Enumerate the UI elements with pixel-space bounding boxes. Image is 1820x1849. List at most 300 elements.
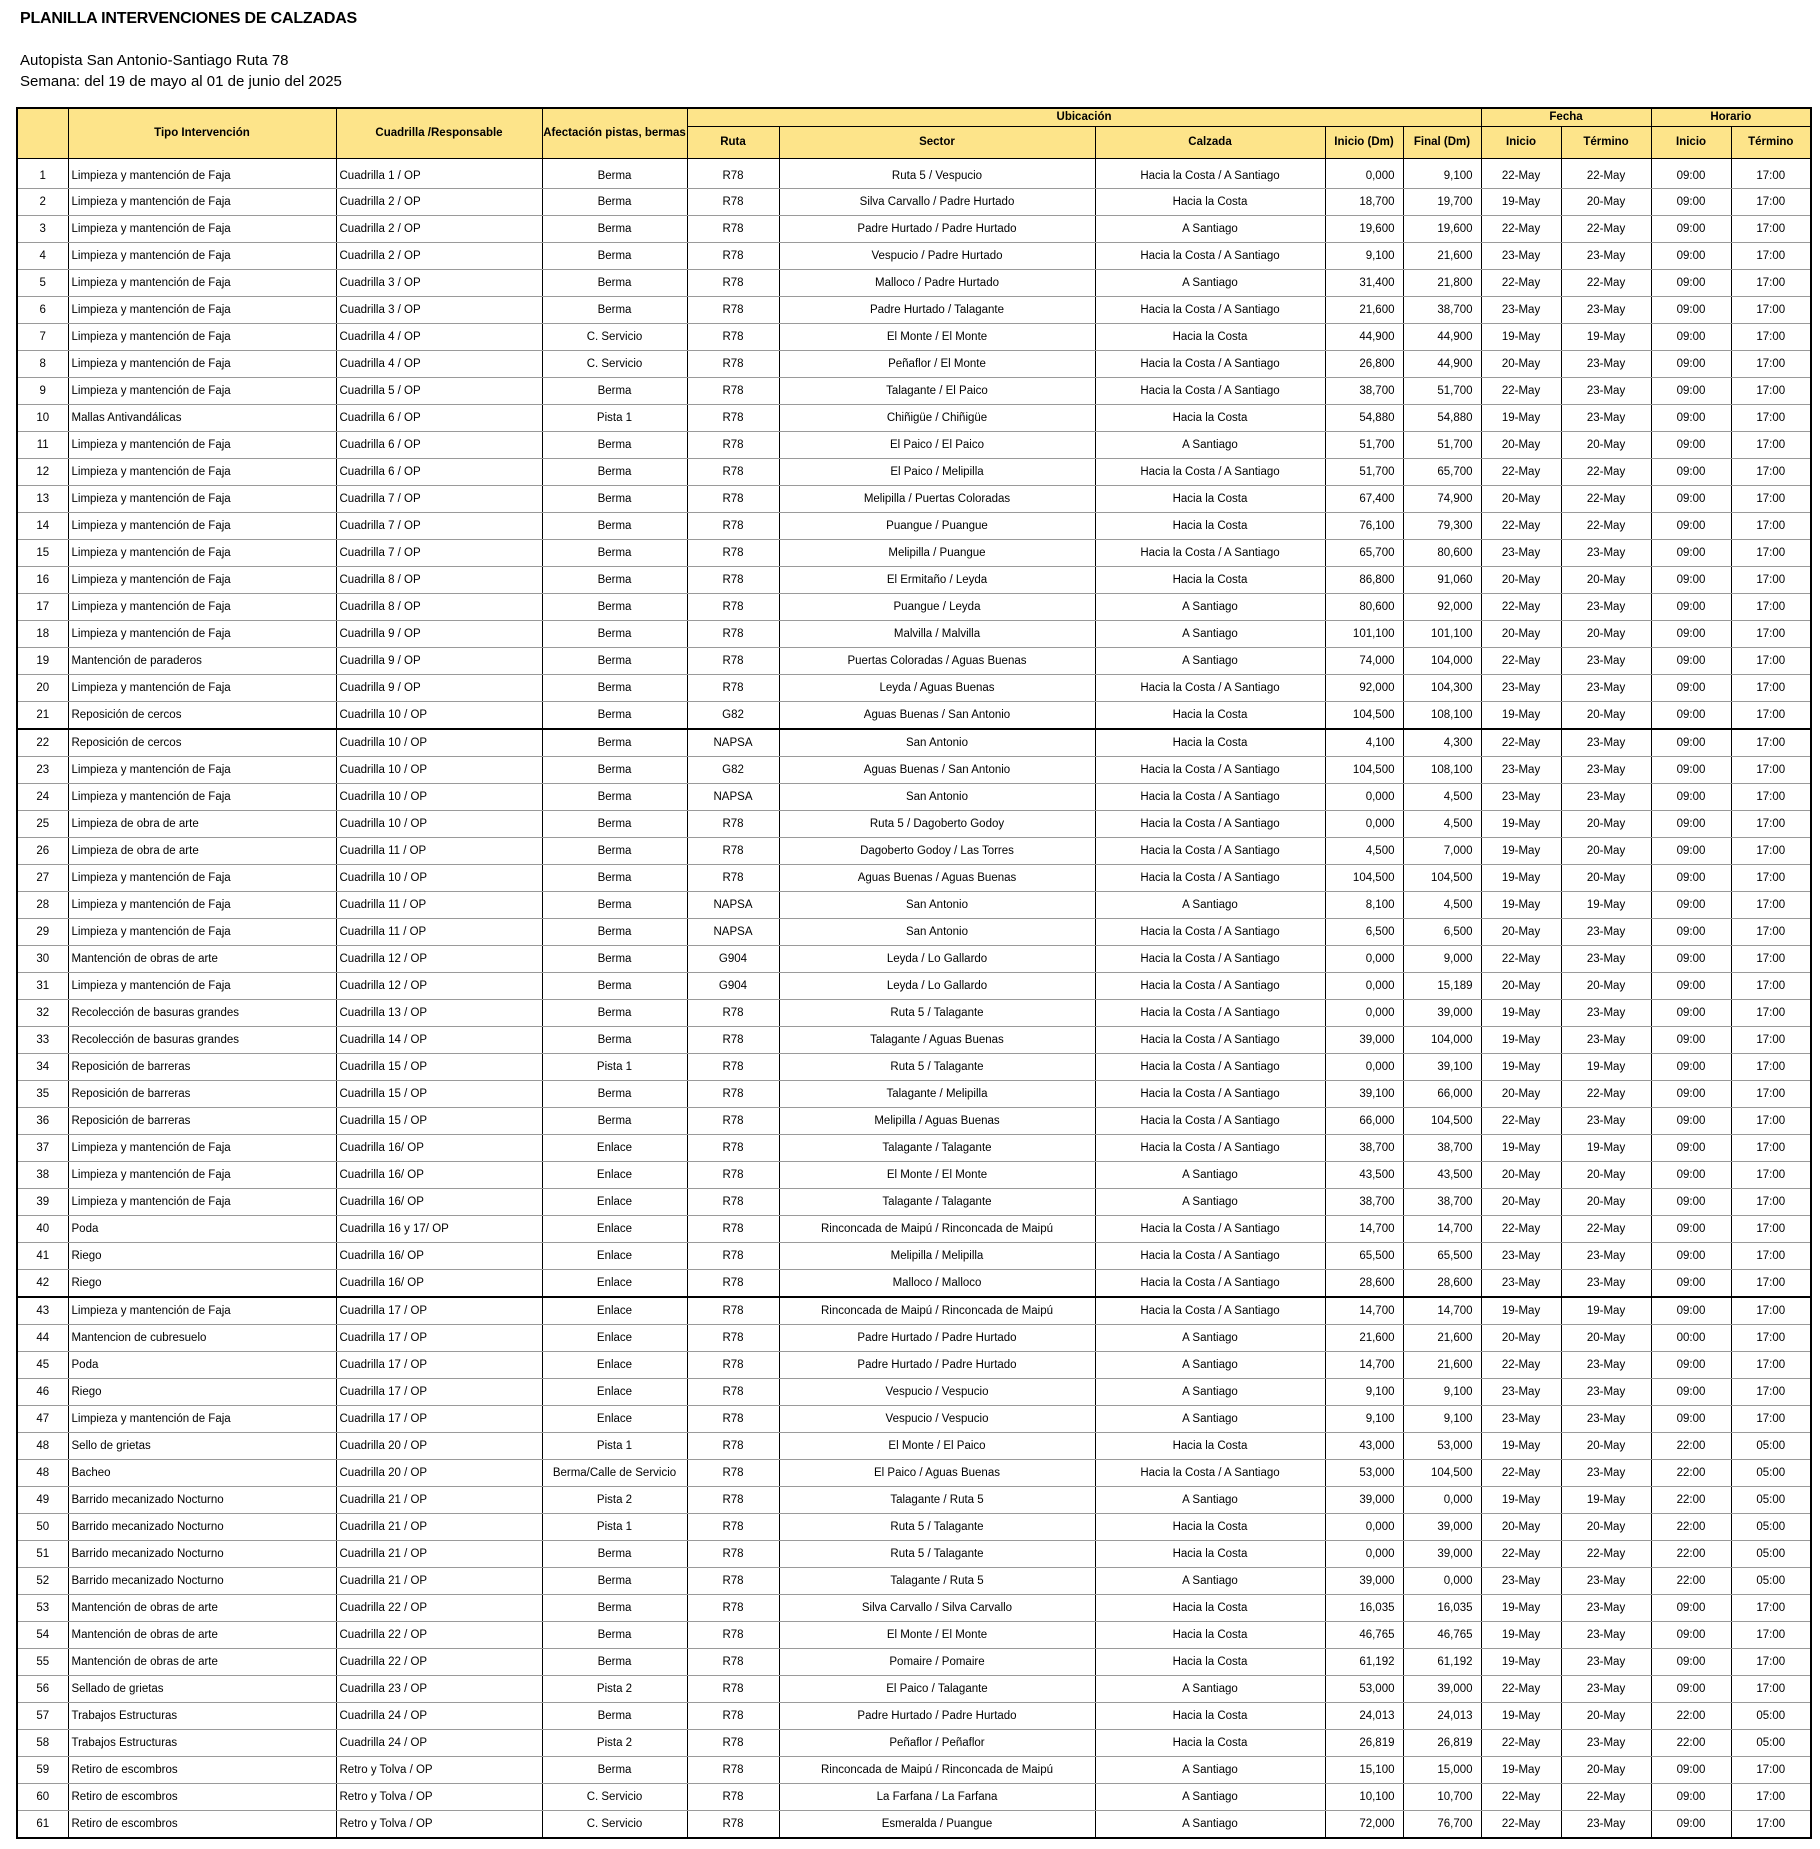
cell-inicio-dm: 44,900	[1325, 324, 1403, 351]
cell-fecha-termino: 19-May	[1561, 1487, 1651, 1514]
cell-cuadrilla: Cuadrilla 20 / OP	[336, 1433, 542, 1460]
cell-inicio-dm: 92,000	[1325, 675, 1403, 702]
cell-calzada: Hacia la Costa / A Santiago	[1095, 297, 1325, 324]
cell-tipo-intervencion: Reposición de cercos	[68, 729, 336, 757]
table-row	[17, 1108, 1811, 1135]
cell-tipo-intervencion: Mantención de obras de arte	[68, 1622, 336, 1649]
cell-hora-termino: 05:00	[1731, 1568, 1811, 1595]
table-row	[17, 324, 1811, 351]
cell-row-number: 28	[17, 892, 68, 919]
cell-ruta: R78	[687, 1568, 779, 1595]
cell-sector: Puangue / Leyda	[779, 594, 1095, 621]
cell-sector: San Antonio	[779, 919, 1095, 946]
table-row	[17, 567, 1811, 594]
cell-cuadrilla: Cuadrilla 6 / OP	[336, 405, 542, 432]
cell-hora-termino: 17:00	[1731, 297, 1811, 324]
cell-ruta: R78	[687, 865, 779, 892]
cell-afectacion: Berma	[542, 1595, 687, 1622]
cell-calzada: Hacia la Costa / A Santiago	[1095, 243, 1325, 270]
table-row	[17, 811, 1811, 838]
cell-fecha-inicio: 19-May	[1481, 1487, 1561, 1514]
cell-afectacion: Enlace	[542, 1270, 687, 1298]
cell-hora-termino: 17:00	[1731, 892, 1811, 919]
table-row	[17, 1541, 1811, 1568]
cell-tipo-intervencion: Limpieza y mantención de Faja	[68, 513, 336, 540]
cell-row-number: 57	[17, 1703, 68, 1730]
cell-sector: El Paico / Talagante	[779, 1676, 1095, 1703]
cell-sector: Pomaire / Pomaire	[779, 1649, 1095, 1676]
cell-ruta: R78	[687, 1297, 779, 1325]
cell-sector: El Monte / El Monte	[779, 324, 1095, 351]
cell-row-number: 39	[17, 1189, 68, 1216]
cell-tipo-intervencion: Limpieza y mantención de Faja	[68, 892, 336, 919]
cell-ruta: R78	[687, 594, 779, 621]
cell-row-number: 44	[17, 1325, 68, 1352]
cell-sector: Talagante / Ruta 5	[779, 1487, 1095, 1514]
cell-hora-inicio: 09:00	[1651, 757, 1731, 784]
cell-hora-inicio: 09:00	[1651, 811, 1731, 838]
cell-tipo-intervencion: Limpieza y mantención de Faja	[68, 243, 336, 270]
cell-tipo-intervencion: Reposición de cercos	[68, 702, 336, 730]
cell-afectacion: Berma	[542, 567, 687, 594]
table-row	[17, 1162, 1811, 1189]
cell-inicio-dm: 38,700	[1325, 1135, 1403, 1162]
cell-cuadrilla: Cuadrilla 16/ OP	[336, 1243, 542, 1270]
cell-ruta: R78	[687, 1406, 779, 1433]
cell-cuadrilla: Cuadrilla 7 / OP	[336, 513, 542, 540]
cell-fecha-inicio: 19-May	[1481, 1297, 1561, 1325]
cell-tipo-intervencion: Trabajos Estructuras	[68, 1730, 336, 1757]
table-row	[17, 513, 1811, 540]
cell-tipo-intervencion: Limpieza de obra de arte	[68, 838, 336, 865]
cell-sector: Talagante / El Paico	[779, 378, 1095, 405]
cell-afectacion: C. Servicio	[542, 1811, 687, 1839]
cell-row-number: 36	[17, 1108, 68, 1135]
table-row	[17, 973, 1811, 1000]
cell-row-number: 10	[17, 405, 68, 432]
cell-calzada: Hacia la Costa	[1095, 1433, 1325, 1460]
cell-ruta: R78	[687, 1676, 779, 1703]
cell-fecha-termino: 20-May	[1561, 1189, 1651, 1216]
cell-hora-inicio: 00:00	[1651, 1325, 1731, 1352]
cell-ruta: R78	[687, 1460, 779, 1487]
cell-tipo-intervencion: Riego	[68, 1379, 336, 1406]
cell-tipo-intervencion: Riego	[68, 1270, 336, 1298]
cell-ruta: R78	[687, 1027, 779, 1054]
cell-calzada: Hacia la Costa / A Santiago	[1095, 351, 1325, 378]
cell-row-number: 20	[17, 675, 68, 702]
cell-tipo-intervencion: Limpieza y mantención de Faja	[68, 486, 336, 513]
cell-fecha-inicio: 22-May	[1481, 378, 1561, 405]
cell-cuadrilla: Cuadrilla 4 / OP	[336, 351, 542, 378]
cell-inicio-dm: 65,700	[1325, 540, 1403, 567]
cell-fecha-termino: 20-May	[1561, 189, 1651, 216]
cell-hora-termino: 17:00	[1731, 838, 1811, 865]
cell-row-number: 46	[17, 1379, 68, 1406]
cell-final-dm: 65,700	[1403, 459, 1481, 486]
cell-hora-termino: 17:00	[1731, 1243, 1811, 1270]
cell-afectacion: Pista 1	[542, 1054, 687, 1081]
table-row	[17, 1757, 1811, 1784]
cell-inicio-dm: 0,000	[1325, 946, 1403, 973]
cell-cuadrilla: Cuadrilla 9 / OP	[336, 675, 542, 702]
cell-inicio-dm: 26,800	[1325, 351, 1403, 378]
cell-sector: Malvilla / Malvilla	[779, 621, 1095, 648]
cell-ruta: R78	[687, 1730, 779, 1757]
cell-fecha-termino: 20-May	[1561, 1514, 1651, 1541]
cell-cuadrilla: Cuadrilla 7 / OP	[336, 540, 542, 567]
cell-afectacion: Berma	[542, 1108, 687, 1135]
cell-cuadrilla: Cuadrilla 16/ OP	[336, 1270, 542, 1298]
cell-tipo-intervencion: Limpieza y mantención de Faja	[68, 378, 336, 405]
cell-hora-inicio: 09:00	[1651, 1649, 1731, 1676]
cell-fecha-inicio: 19-May	[1481, 189, 1561, 216]
cell-calzada: A Santiago	[1095, 594, 1325, 621]
cell-row-number: 31	[17, 973, 68, 1000]
cell-sector: Ruta 5 / Vespucio	[779, 159, 1095, 189]
cell-inicio-dm: 9,100	[1325, 243, 1403, 270]
cell-final-dm: 15,189	[1403, 973, 1481, 1000]
cell-row-number: 13	[17, 486, 68, 513]
cell-hora-termino: 17:00	[1731, 243, 1811, 270]
cell-fecha-inicio: 22-May	[1481, 1811, 1561, 1839]
cell-calzada: A Santiago	[1095, 1568, 1325, 1595]
cell-hora-inicio: 09:00	[1651, 973, 1731, 1000]
cell-fecha-termino: 23-May	[1561, 1000, 1651, 1027]
cell-hora-termino: 17:00	[1731, 405, 1811, 432]
cell-fecha-inicio: 22-May	[1481, 946, 1561, 973]
cell-calzada: A Santiago	[1095, 432, 1325, 459]
cell-ruta: R78	[687, 1811, 779, 1839]
cell-cuadrilla: Retro y Tolva / OP	[336, 1811, 542, 1839]
cell-fecha-termino: 23-May	[1561, 1352, 1651, 1379]
cell-sector: Aguas Buenas / Aguas Buenas	[779, 865, 1095, 892]
cell-afectacion: Enlace	[542, 1406, 687, 1433]
cell-cuadrilla: Cuadrilla 21 / OP	[336, 1514, 542, 1541]
cell-hora-inicio: 09:00	[1651, 621, 1731, 648]
cell-ruta: G904	[687, 946, 779, 973]
cell-fecha-inicio: 19-May	[1481, 838, 1561, 865]
cell-tipo-intervencion: Riego	[68, 1243, 336, 1270]
cell-cuadrilla: Cuadrilla 23 / OP	[336, 1676, 542, 1703]
cell-afectacion: Berma	[542, 1081, 687, 1108]
cell-hora-inicio: 09:00	[1651, 1406, 1731, 1433]
cell-inicio-dm: 54,880	[1325, 405, 1403, 432]
cell-fecha-inicio: 23-May	[1481, 1379, 1561, 1406]
cell-calzada: Hacia la Costa	[1095, 729, 1325, 757]
cell-hora-inicio: 09:00	[1651, 729, 1731, 757]
cell-fecha-inicio: 19-May	[1481, 1595, 1561, 1622]
cell-hora-termino: 17:00	[1731, 1054, 1811, 1081]
cell-row-number: 11	[17, 432, 68, 459]
cell-inicio-dm: 101,100	[1325, 621, 1403, 648]
cell-calzada: A Santiago	[1095, 621, 1325, 648]
cell-fecha-inicio: 22-May	[1481, 1541, 1561, 1568]
cell-hora-termino: 17:00	[1731, 621, 1811, 648]
cell-final-dm: 51,700	[1403, 432, 1481, 459]
cell-tipo-intervencion: Barrido mecanizado Nocturno	[68, 1568, 336, 1595]
cell-sector: Peñaflor / El Monte	[779, 351, 1095, 378]
cell-calzada: Hacia la Costa / A Santiago	[1095, 1027, 1325, 1054]
cell-final-dm: 14,700	[1403, 1216, 1481, 1243]
cell-ruta: R78	[687, 1487, 779, 1514]
cell-fecha-termino: 20-May	[1561, 865, 1651, 892]
cell-final-dm: 21,600	[1403, 1352, 1481, 1379]
cell-row-number: 48	[17, 1460, 68, 1487]
header-hora-inicio: Inicio	[1651, 127, 1731, 159]
cell-row-number: 30	[17, 946, 68, 973]
cell-hora-termino: 17:00	[1731, 1595, 1811, 1622]
cell-inicio-dm: 6,500	[1325, 919, 1403, 946]
header-ruta: Ruta	[687, 127, 779, 159]
cell-final-dm: 14,700	[1403, 1297, 1481, 1325]
cell-afectacion: C. Servicio	[542, 351, 687, 378]
cell-sector: Aguas Buenas / San Antonio	[779, 757, 1095, 784]
cell-inicio-dm: 14,700	[1325, 1297, 1403, 1325]
cell-cuadrilla: Cuadrilla 1 / OP	[336, 159, 542, 189]
cell-tipo-intervencion: Mallas Antivandálicas	[68, 405, 336, 432]
cell-sector: San Antonio	[779, 784, 1095, 811]
cell-inicio-dm: 0,000	[1325, 1054, 1403, 1081]
cell-fecha-inicio: 19-May	[1481, 1135, 1561, 1162]
cell-hora-termino: 17:00	[1731, 459, 1811, 486]
table-row	[17, 1135, 1811, 1162]
cell-fecha-termino: 20-May	[1561, 1325, 1651, 1352]
cell-calzada: Hacia la Costa / A Santiago	[1095, 1243, 1325, 1270]
cell-fecha-inicio: 23-May	[1481, 540, 1561, 567]
cell-final-dm: 4,300	[1403, 729, 1481, 757]
cell-ruta: R78	[687, 1541, 779, 1568]
cell-afectacion: Enlace	[542, 1379, 687, 1406]
cell-tipo-intervencion: Limpieza y mantención de Faja	[68, 432, 336, 459]
cell-tipo-intervencion: Mantención de paraderos	[68, 648, 336, 675]
interventions-table	[16, 107, 1812, 1839]
cell-cuadrilla: Cuadrilla 15 / OP	[336, 1081, 542, 1108]
cell-hora-termino: 17:00	[1731, 919, 1811, 946]
header-fecha-termino: Término	[1561, 127, 1651, 159]
table-row	[17, 757, 1811, 784]
cell-calzada: A Santiago	[1095, 648, 1325, 675]
cell-inicio-dm: 0,000	[1325, 159, 1403, 189]
cell-ruta: R78	[687, 621, 779, 648]
cell-calzada: Hacia la Costa / A Santiago	[1095, 1054, 1325, 1081]
cell-hora-termino: 17:00	[1731, 189, 1811, 216]
cell-fecha-inicio: 20-May	[1481, 351, 1561, 378]
cell-hora-termino: 17:00	[1731, 702, 1811, 730]
cell-afectacion: Berma	[542, 378, 687, 405]
cell-fecha-inicio: 22-May	[1481, 159, 1561, 189]
cell-fecha-inicio: 19-May	[1481, 702, 1561, 730]
cell-fecha-termino: 22-May	[1561, 513, 1651, 540]
table-row	[17, 486, 1811, 513]
cell-fecha-inicio: 23-May	[1481, 1406, 1561, 1433]
cell-hora-inicio: 09:00	[1651, 1027, 1731, 1054]
cell-inicio-dm: 38,700	[1325, 378, 1403, 405]
cell-ruta: NAPSA	[687, 784, 779, 811]
cell-sector: Padre Hurtado / Padre Hurtado	[779, 216, 1095, 243]
cell-sector: Padre Hurtado / Talagante	[779, 297, 1095, 324]
cell-fecha-inicio: 19-May	[1481, 324, 1561, 351]
header-final-dm: Final (Dm)	[1403, 127, 1481, 159]
cell-cuadrilla: Cuadrilla 3 / OP	[336, 297, 542, 324]
cell-inicio-dm: 15,100	[1325, 1757, 1403, 1784]
header-fecha: Fecha	[1481, 108, 1651, 127]
cell-ruta: R78	[687, 540, 779, 567]
cell-afectacion: Berma	[542, 1622, 687, 1649]
cell-afectacion: Berma	[542, 432, 687, 459]
cell-hora-termino: 17:00	[1731, 1297, 1811, 1325]
cell-sector: Rinconcada de Maipú / Rinconcada de Maipú	[779, 1757, 1095, 1784]
cell-row-number: 18	[17, 621, 68, 648]
cell-ruta: R78	[687, 216, 779, 243]
cell-fecha-termino: 22-May	[1561, 1081, 1651, 1108]
cell-hora-inicio: 09:00	[1651, 648, 1731, 675]
cell-ruta: R78	[687, 1757, 779, 1784]
cell-row-number: 43	[17, 1297, 68, 1325]
table-row	[17, 351, 1811, 378]
cell-tipo-intervencion: Recolección de basuras grandes	[68, 1027, 336, 1054]
cell-inicio-dm: 39,000	[1325, 1027, 1403, 1054]
cell-hora-inicio: 09:00	[1651, 189, 1731, 216]
cell-ruta: R78	[687, 159, 779, 189]
cell-inicio-dm: 76,100	[1325, 513, 1403, 540]
cell-tipo-intervencion: Limpieza y mantención de Faja	[68, 1406, 336, 1433]
cell-hora-inicio: 09:00	[1651, 702, 1731, 730]
table-row	[17, 243, 1811, 270]
cell-sector: Ruta 5 / Talagante	[779, 1054, 1095, 1081]
cell-tipo-intervencion: Limpieza y mantención de Faja	[68, 1189, 336, 1216]
cell-cuadrilla: Cuadrilla 2 / OP	[336, 243, 542, 270]
table-row	[17, 1243, 1811, 1270]
cell-hora-termino: 17:00	[1731, 1784, 1811, 1811]
cell-cuadrilla: Retro y Tolva / OP	[336, 1757, 542, 1784]
cell-final-dm: 44,900	[1403, 324, 1481, 351]
cell-hora-termino: 17:00	[1731, 486, 1811, 513]
cell-row-number: 25	[17, 811, 68, 838]
cell-sector: Talagante / Melipilla	[779, 1081, 1095, 1108]
cell-fecha-termino: 19-May	[1561, 324, 1651, 351]
cell-sector: Puertas Coloradas / Aguas Buenas	[779, 648, 1095, 675]
cell-cuadrilla: Cuadrilla 14 / OP	[336, 1027, 542, 1054]
cell-tipo-intervencion: Limpieza y mantención de Faja	[68, 216, 336, 243]
cell-inicio-dm: 0,000	[1325, 1541, 1403, 1568]
cell-final-dm: 26,819	[1403, 1730, 1481, 1757]
cell-afectacion: Pista 2	[542, 1487, 687, 1514]
cell-final-dm: 91,060	[1403, 567, 1481, 594]
cell-inicio-dm: 10,100	[1325, 1784, 1403, 1811]
cell-cuadrilla: Cuadrilla 17 / OP	[336, 1325, 542, 1352]
cell-final-dm: 39,000	[1403, 1541, 1481, 1568]
cell-cuadrilla: Cuadrilla 11 / OP	[336, 892, 542, 919]
cell-hora-termino: 17:00	[1731, 811, 1811, 838]
cell-afectacion: Berma	[542, 1027, 687, 1054]
cell-hora-inicio: 09:00	[1651, 946, 1731, 973]
cell-final-dm: 44,900	[1403, 351, 1481, 378]
cell-final-dm: 16,035	[1403, 1595, 1481, 1622]
cell-final-dm: 92,000	[1403, 594, 1481, 621]
cell-tipo-intervencion: Limpieza y mantención de Faja	[68, 757, 336, 784]
cell-inicio-dm: 4,100	[1325, 729, 1403, 757]
table-row	[17, 838, 1811, 865]
table-row	[17, 378, 1811, 405]
cell-ruta: NAPSA	[687, 919, 779, 946]
cell-fecha-termino: 23-May	[1561, 405, 1651, 432]
cell-fecha-inicio: 20-May	[1481, 621, 1561, 648]
cell-calzada: A Santiago	[1095, 892, 1325, 919]
cell-fecha-termino: 20-May	[1561, 838, 1651, 865]
cell-calzada: Hacia la Costa	[1095, 1703, 1325, 1730]
cell-row-number: 12	[17, 459, 68, 486]
header-fecha-inicio: Inicio	[1481, 127, 1561, 159]
cell-hora-termino: 17:00	[1731, 1352, 1811, 1379]
cell-hora-termino: 17:00	[1731, 1270, 1811, 1298]
cell-ruta: R78	[687, 1270, 779, 1298]
cell-fecha-termino: 20-May	[1561, 1703, 1651, 1730]
cell-fecha-inicio: 19-May	[1481, 1757, 1561, 1784]
cell-afectacion: Berma	[542, 919, 687, 946]
cell-row-number: 2	[17, 189, 68, 216]
cell-afectacion: Berma	[542, 892, 687, 919]
cell-tipo-intervencion: Limpieza y mantención de Faja	[68, 594, 336, 621]
cell-cuadrilla: Cuadrilla 21 / OP	[336, 1568, 542, 1595]
cell-inicio-dm: 53,000	[1325, 1460, 1403, 1487]
cell-final-dm: 39,100	[1403, 1054, 1481, 1081]
cell-sector: Talagante / Talagante	[779, 1135, 1095, 1162]
cell-calzada: Hacia la Costa / A Santiago	[1095, 757, 1325, 784]
cell-tipo-intervencion: Limpieza y mantención de Faja	[68, 784, 336, 811]
cell-calzada: Hacia la Costa / A Santiago	[1095, 811, 1325, 838]
cell-hora-termino: 17:00	[1731, 432, 1811, 459]
cell-calzada: Hacia la Costa / A Santiago	[1095, 1081, 1325, 1108]
cell-row-number: 33	[17, 1027, 68, 1054]
cell-hora-inicio: 09:00	[1651, 594, 1731, 621]
cell-ruta: R78	[687, 567, 779, 594]
cell-row-number: 24	[17, 784, 68, 811]
cell-sector: Ruta 5 / Talagante	[779, 1000, 1095, 1027]
cell-inicio-dm: 19,600	[1325, 216, 1403, 243]
cell-fecha-termino: 22-May	[1561, 216, 1651, 243]
table-row	[17, 1027, 1811, 1054]
cell-calzada: A Santiago	[1095, 1325, 1325, 1352]
cell-sector: El Monte / El Monte	[779, 1622, 1095, 1649]
cell-hora-termino: 17:00	[1731, 1135, 1811, 1162]
cell-hora-inicio: 09:00	[1651, 378, 1731, 405]
cell-hora-inicio: 09:00	[1651, 1784, 1731, 1811]
cell-afectacion: Berma	[542, 1649, 687, 1676]
cell-ruta: R78	[687, 1000, 779, 1027]
cell-afectacion: Berma	[542, 1541, 687, 1568]
table-row	[17, 675, 1811, 702]
cell-afectacion: Berma	[542, 702, 687, 730]
table-row	[17, 270, 1811, 297]
cell-sector: Ruta 5 / Dagoberto Godoy	[779, 811, 1095, 838]
cell-hora-inicio: 22:00	[1651, 1703, 1731, 1730]
cell-sector: Ruta 5 / Talagante	[779, 1514, 1095, 1541]
cell-sector: Malloco / Padre Hurtado	[779, 270, 1095, 297]
cell-final-dm: 4,500	[1403, 811, 1481, 838]
cell-calzada: A Santiago	[1095, 1757, 1325, 1784]
cell-sector: Esmeralda / Puangue	[779, 1811, 1095, 1839]
cell-inicio-dm: 51,700	[1325, 459, 1403, 486]
cell-hora-inicio: 22:00	[1651, 1541, 1731, 1568]
cell-cuadrilla: Cuadrilla 2 / OP	[336, 189, 542, 216]
cell-row-number: 4	[17, 243, 68, 270]
cell-fecha-inicio: 19-May	[1481, 892, 1561, 919]
cell-final-dm: 4,500	[1403, 892, 1481, 919]
document-subtitle: Autopista San Antonio-Santiago Ruta 78	[20, 52, 289, 69]
table-row	[17, 1379, 1811, 1406]
cell-sector: Melipilla / Aguas Buenas	[779, 1108, 1095, 1135]
